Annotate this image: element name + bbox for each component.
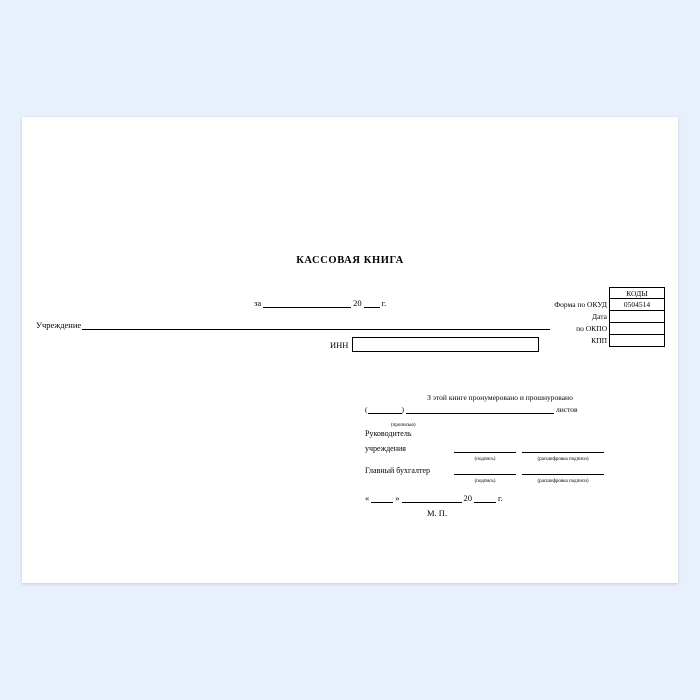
- count-digits-rule[interactable]: [368, 405, 402, 414]
- code-label-date: Дата: [592, 312, 607, 321]
- date-month-rule[interactable]: [402, 494, 462, 503]
- codes-table: [554, 287, 665, 347]
- signatory-head-captions: [365, 457, 635, 465]
- codes-okud-value[interactable]: 0504514: [609, 299, 665, 311]
- date-day-rule[interactable]: [371, 494, 393, 503]
- head-title-line1: Руководитель: [365, 429, 412, 438]
- period-blank-rule[interactable]: [263, 299, 351, 308]
- stamp-label: М. П.: [427, 508, 448, 518]
- signatory-accountant-captions: [365, 479, 635, 487]
- date-year-rule[interactable]: [474, 494, 496, 503]
- date-quote-close: »: [395, 493, 400, 503]
- date-year-prefix: 20: [463, 493, 472, 503]
- head-title-line2: учреждения: [365, 444, 406, 453]
- codes-okpo-value[interactable]: [609, 323, 665, 335]
- accountant-title: Главный бухгалтер: [365, 466, 430, 475]
- codes-date-value[interactable]: [609, 311, 665, 323]
- inn-label: ИНН: [330, 339, 349, 350]
- signatory-accountant-row: [365, 465, 635, 479]
- date-year-suffix: г.: [498, 493, 503, 503]
- head-decode-caption: (расшифровка подписи): [537, 457, 589, 462]
- accountant-signature-caption: (подпись): [474, 479, 496, 484]
- certification-block: [365, 393, 635, 518]
- code-label-okud: Форма по ОКУД: [554, 300, 607, 309]
- period-prefix: за: [254, 298, 262, 308]
- document-sheet: [22, 117, 678, 583]
- signatory-head-row2: [365, 443, 635, 457]
- codes-header-cell: КОДЫ: [609, 287, 665, 299]
- codes-header-spacer: [467, 287, 607, 299]
- period-year-suffix: г.: [381, 298, 387, 308]
- certification-title: З этой книге пронумеровано и прошнуровано: [427, 393, 573, 402]
- head-signature-caption: (подпись): [474, 457, 496, 462]
- institution-label: Учреждение: [36, 320, 82, 330]
- date-quote-open: «: [365, 493, 370, 503]
- sheets-label: листов: [556, 405, 578, 414]
- head-signature-rule[interactable]: [454, 443, 516, 453]
- sheets-count-row: [365, 405, 635, 419]
- count-paren-close: ): [401, 405, 404, 414]
- accountant-decode-caption: (расшифровка подписи): [537, 479, 589, 484]
- codes-kpp-value[interactable]: [609, 335, 665, 347]
- certification-date-row: [365, 493, 635, 503]
- period-year-blank[interactable]: [364, 299, 380, 308]
- count-words-rule[interactable]: [406, 405, 554, 414]
- signatory-head-row: [365, 429, 635, 443]
- page-title: КАССОВАЯ КНИГА: [296, 255, 404, 266]
- codes-label-column: [467, 287, 607, 347]
- head-decode-rule[interactable]: [522, 443, 604, 453]
- propisyu-caption: (прописью): [391, 423, 416, 428]
- accountant-signature-rule[interactable]: [454, 465, 516, 475]
- accountant-decode-rule[interactable]: [522, 465, 604, 475]
- count-paren-open: (: [365, 405, 368, 414]
- code-label-okpo: по ОКПО: [576, 324, 607, 333]
- period-year-prefix: 20: [353, 298, 362, 308]
- code-label-kpp: КПП: [591, 336, 607, 345]
- period-line: [254, 298, 386, 308]
